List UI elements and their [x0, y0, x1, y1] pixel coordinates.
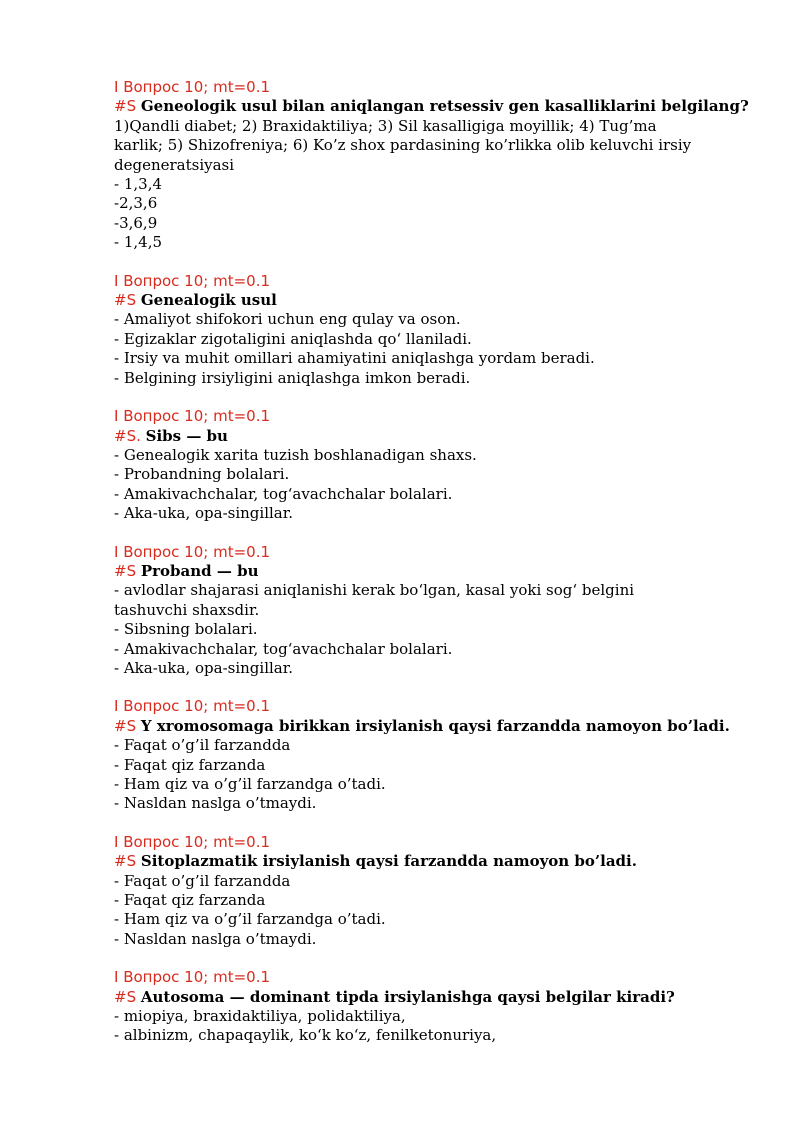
question-prefix: #S [114, 291, 137, 310]
question-header: I Вопрос 10; mt=0.1 [114, 271, 271, 290]
question-prefix: #S. [114, 426, 141, 445]
question-title-line [114, 717, 754, 736]
question-title: Autosoma — dominant tipda irsiylanishga qaysi belgilar kiradi? [140, 987, 675, 1006]
question-header: I Вопрос 10; mt=0.1 [114, 542, 271, 561]
answer-option: -3,6,9 [114, 213, 158, 232]
question-block [114, 968, 754, 1046]
question-title: Genealogik usul [140, 291, 277, 310]
answer-option: - Probandning bolalari. [114, 465, 290, 484]
question-title-line [114, 988, 754, 1007]
question-header: I Вопрос 10; mt=0.1 [114, 832, 271, 851]
answer-option: - Amakivachchalar, tog‘avachchalar bolalari. [114, 484, 453, 503]
answer-option: - Faqat qiz farzanda [114, 755, 266, 774]
question-block [114, 697, 754, 813]
answer-option: - Amaliyot shifokori uchun eng qulay va oson. [114, 310, 461, 329]
question-prefix: #S [114, 97, 137, 116]
answer-option: - Sibsning bolalari. [114, 620, 258, 639]
question-header: I Вопрос 10; mt=0.1 [114, 968, 271, 987]
answer-option: - Ham qiz va o’g’il farzandga o’tadi. [114, 775, 386, 793]
answer-option: - Faqat o’g’il farzandda [114, 736, 291, 755]
question-title: Sibs — bu [145, 426, 228, 445]
answer-option: - Egizaklar zigotaligini aniqlashda qo‘ llaniladi. [114, 329, 472, 348]
question-prefix: #S [114, 561, 137, 580]
question-prefix: #S [114, 716, 137, 735]
question-prefix: #S [114, 852, 137, 871]
question-header: I Вопрос 10; mt=0.1 [114, 697, 271, 716]
answer-option: - 1,3,4 [114, 175, 163, 194]
answer-option: - Genealogik xarita tuzish boshlanadigan shaxs. [114, 445, 477, 464]
question-line: 1)Qandli diabet; 2) Braxidaktiliya; 3) Sil kasalligiga moyillik; 4) Tug’ma [114, 116, 657, 135]
answer-option-continued: tashuvchi shaxsdir. [114, 600, 260, 619]
question-title: Sitoplazmatik irsiylanish qaysi farzandda namoyon bo’ladi. [140, 852, 637, 871]
answer-option: - Nasldan naslga o’tmaydi. [114, 929, 317, 948]
answer-option: - Faqat o’g’il farzandda [114, 871, 291, 890]
answer-option: - Ham qiz va o’g’il farzandga o’tadi. [114, 910, 386, 929]
question-line: degeneratsiyasi [114, 155, 235, 174]
question-prefix: #S [114, 987, 137, 1006]
answer-option: - albinizm, chapaqaylik, ko‘k ko‘z, fenilketonuriya, [114, 1026, 497, 1045]
question-title-line [114, 97, 754, 116]
answer-option: - Irsiy va muhit omillari ahamiyatini aniqlashga yordam beradi. [114, 349, 595, 368]
answer-option: - Amakivachchalar, tog‘avachchalar bolalari. [114, 639, 453, 658]
question-title: Geneologik usul bilan aniqlangan retsessiv gen kasalliklarini belgilang? [140, 97, 749, 116]
question-title-line [114, 562, 754, 581]
answer-option: - Aka-uka, opa-singillar. [114, 658, 294, 677]
question-title-line [114, 852, 754, 871]
question-header: I Вопрос 10; mt=0.1 [114, 78, 271, 96]
question-block [114, 407, 754, 523]
answer-option: - Aka-uka, opa-singillar. [114, 504, 294, 523]
question-title-line [114, 427, 754, 446]
question-title-line [114, 291, 754, 310]
question-title: Proband — bu [140, 561, 259, 580]
answer-option: - Nasldan naslga o’tmaydi. [114, 794, 317, 813]
answer-option: - 1,4,5 [114, 233, 163, 252]
question-title: Y xromosomaga birikkan irsiylanish qaysi farzandda namoyon bo’ladi. [140, 716, 730, 735]
question-line: karlik; 5) Shizofreniya; 6) Ko’z shox pardasining ko’rlikka olib keluvchi irsiy [114, 136, 692, 155]
question-block [114, 833, 754, 949]
question-header: I Вопрос 10; mt=0.1 [114, 407, 271, 426]
question-block [114, 78, 754, 253]
answer-option: - Faqat qiz farzanda [114, 891, 266, 910]
answer-option: - miopiya, braxidaktiliya, polidaktiliya, [114, 1007, 406, 1026]
question-list [114, 78, 754, 1065]
answer-option: - Belgining irsiyligini aniqlashga imkon beradi. [114, 368, 471, 387]
answer-option: -2,3,6 [114, 194, 158, 213]
answer-option: - avlodlar shajarasi aniqlanishi kerak bo‘lgan, kasal yoki sog‘ belgini [114, 581, 635, 600]
question-block [114, 543, 754, 679]
question-block [114, 272, 754, 388]
